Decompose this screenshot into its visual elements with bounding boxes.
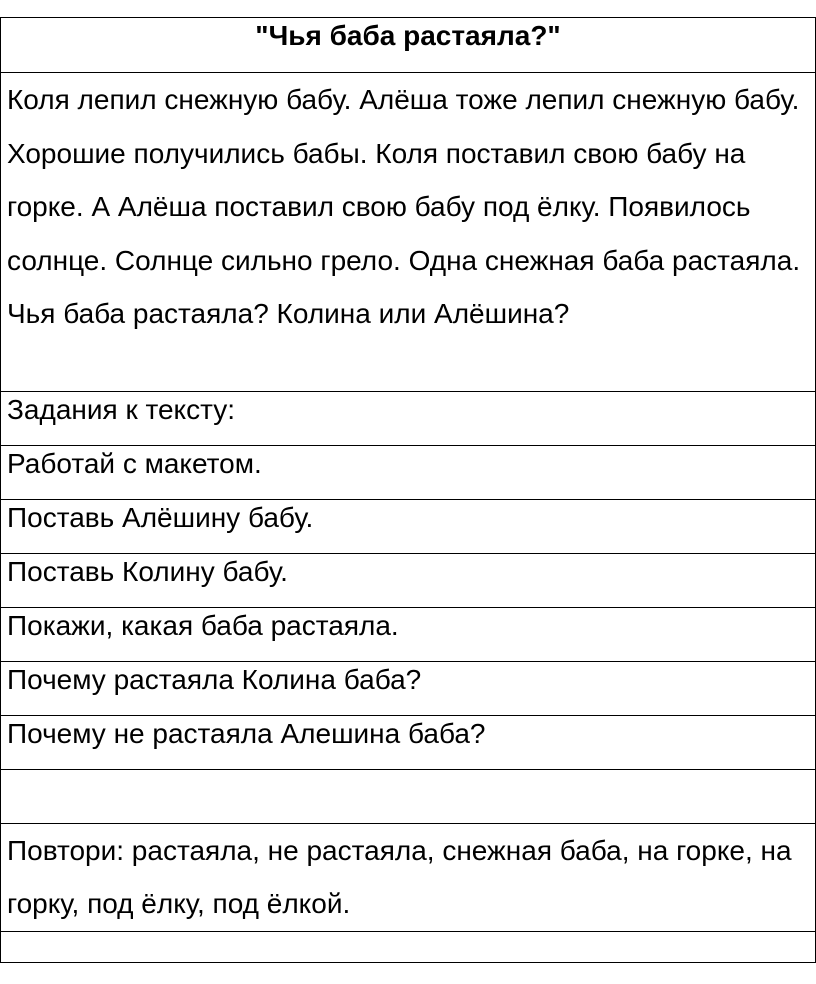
tasks-header: Задания к тексту: — [1, 392, 816, 446]
title-row — [1, 18, 816, 73]
task-item: Покажи, какая баба растаяла. — [1, 608, 816, 662]
story-row — [1, 73, 816, 392]
worksheet-table — [0, 17, 816, 963]
tasks-header-row — [1, 392, 816, 446]
task-item: Работай с макетом. — [1, 446, 816, 500]
task-row — [1, 446, 816, 500]
empty-row — [1, 932, 816, 963]
story-text: Коля лепил снежную бабу. Алёша тоже лепил снежную бабу. Хорошие получились бабы. Коля поставил свою бабу на горке. А Алёша поставил свою бабу под ёлку. Появилось солнце. Солнце сильно грело. Одна снежная баба растаяла. Чья баба растаяла? Колина или Алёшина? — [1, 73, 816, 392]
empty-cell — [1, 770, 816, 824]
task-item: Поставь Алёшину бабу. — [1, 500, 816, 554]
task-item: Почему растаяла Колина баба? — [1, 662, 816, 716]
empty-row — [1, 770, 816, 824]
task-item: Поставь Колину бабу. — [1, 554, 816, 608]
task-row — [1, 662, 816, 716]
empty-cell — [1, 932, 816, 963]
worksheet-title: "Чья баба растаяла?" — [1, 18, 816, 73]
repeat-row — [1, 824, 816, 932]
task-row — [1, 500, 816, 554]
task-row — [1, 554, 816, 608]
task-item: Почему не растаяла Алешина баба? — [1, 716, 816, 770]
repeat-text: Повтори: растаяла, не растаяла, снежная баба, на горке, на горку, под ёлку, под ёлкой. — [1, 824, 816, 932]
task-row — [1, 608, 816, 662]
task-row — [1, 716, 816, 770]
